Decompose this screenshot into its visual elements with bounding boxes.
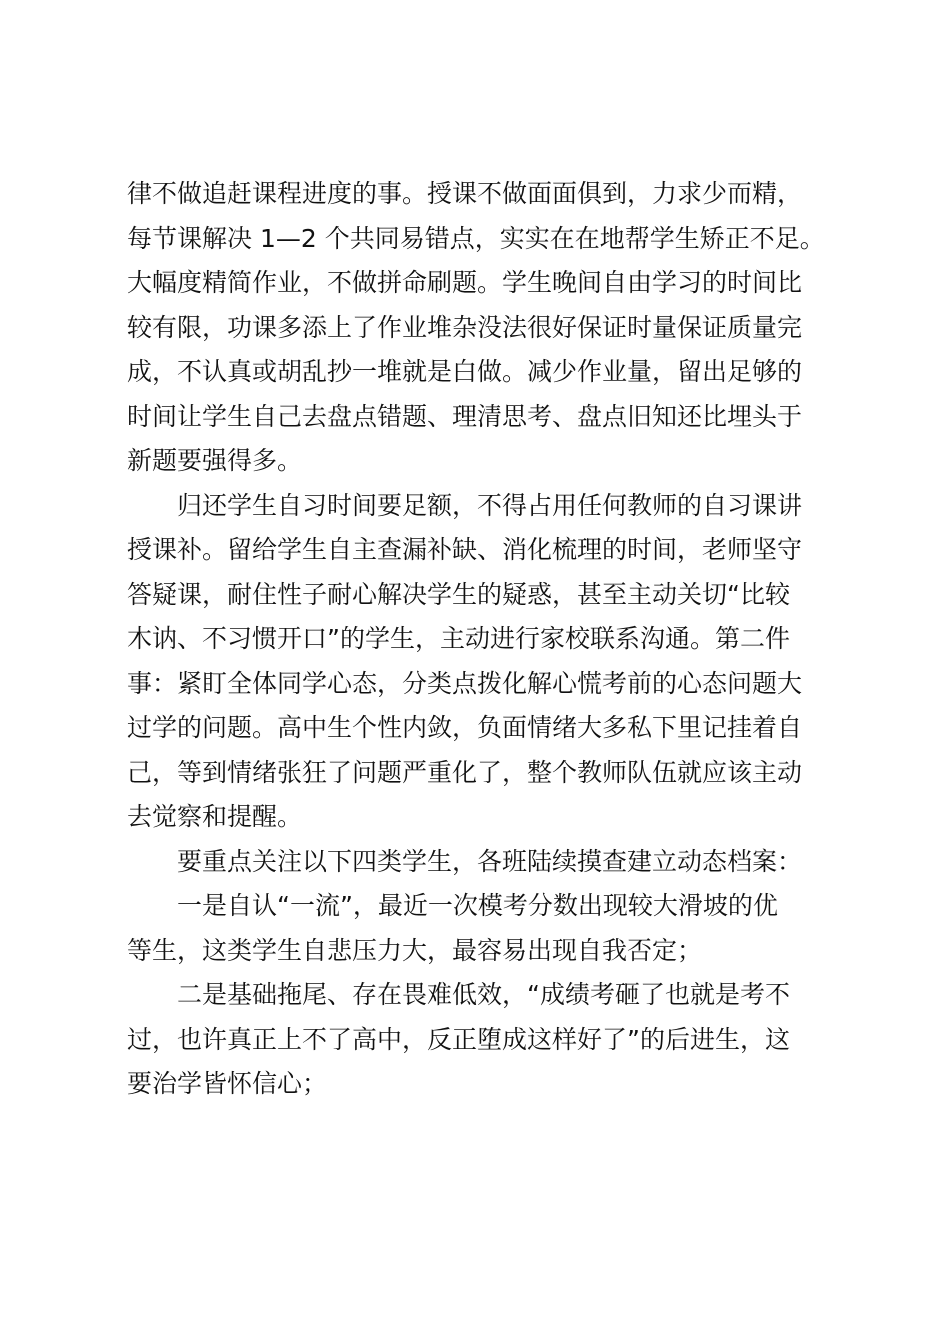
text-line: 二是基础拖尾、存在畏难低效，“成绩考砸了也就是考不 — [177, 980, 790, 1009]
text-line: 归还学生自习时间要足额，不得占用任何教师的自习课讲 — [177, 490, 803, 520]
text-line: 过，也许真正上不了高中，反正堕成这样好了”的后进生，这 — [127, 1024, 790, 1054]
text-line: 每节课解决 1—2 个共同易错点，实实在在地帮学生矫正不足。 — [127, 223, 825, 253]
text-line: 木讷、不习惯开口”的学生，主动进行家校联系沟通。第二件 — [127, 624, 790, 653]
text-line: 律不做追赶课程进度的事。授课不做面面俱到，力求少而精， — [127, 179, 803, 208]
text-line: 大幅度精简作业，不做拼命刷题。学生晚间自由学习的时间比 — [127, 268, 803, 297]
text-line: 去觉察和提醒。 — [127, 802, 303, 831]
text-line: 要治学皆怀信心； — [127, 1069, 328, 1098]
text-line: 授课补。留给学生自主查漏补缺、消化梳理的时间，老师坚守 — [127, 535, 803, 564]
text-line: 过学的问题。高中生个性内敛，负面情绪大多私下里记挂着自 — [127, 713, 803, 742]
text-line: 一是自认“一流”，最近一次模考分数出现较大滑坡的优 — [177, 891, 778, 920]
text-line: 要重点关注以下四类学生，各班陆续摸查建立动态档案： — [177, 846, 803, 876]
text-line: 己，等到情绪张狂了问题严重化了，整个教师队伍就应该主动 — [127, 757, 803, 787]
text-line: 等生，这类学生自悲压力大，最容易出现自我否定； — [127, 935, 703, 965]
text-line: 新题要强得多。 — [127, 446, 303, 475]
text-line: 较有限，功课多添上了作业堆杂没法很好保证时量保证质量完 — [127, 312, 803, 342]
body-text — [127, 172, 847, 1107]
text-line: 时间让学生自己去盘点错题、理清思考、盘点旧知还比埋头于 — [127, 401, 803, 431]
text-line: 成，不认真或胡乱抄一堆就是白做。减少作业量，留出足够的 — [127, 357, 803, 386]
text-line: 事：紧盯全体同学心态，分类点拨化解心慌考前的心态问题大 — [127, 668, 803, 698]
text-line: 答疑课，耐住性子耐心解决学生的疑惑，甚至主动关切“比较 — [127, 579, 790, 609]
